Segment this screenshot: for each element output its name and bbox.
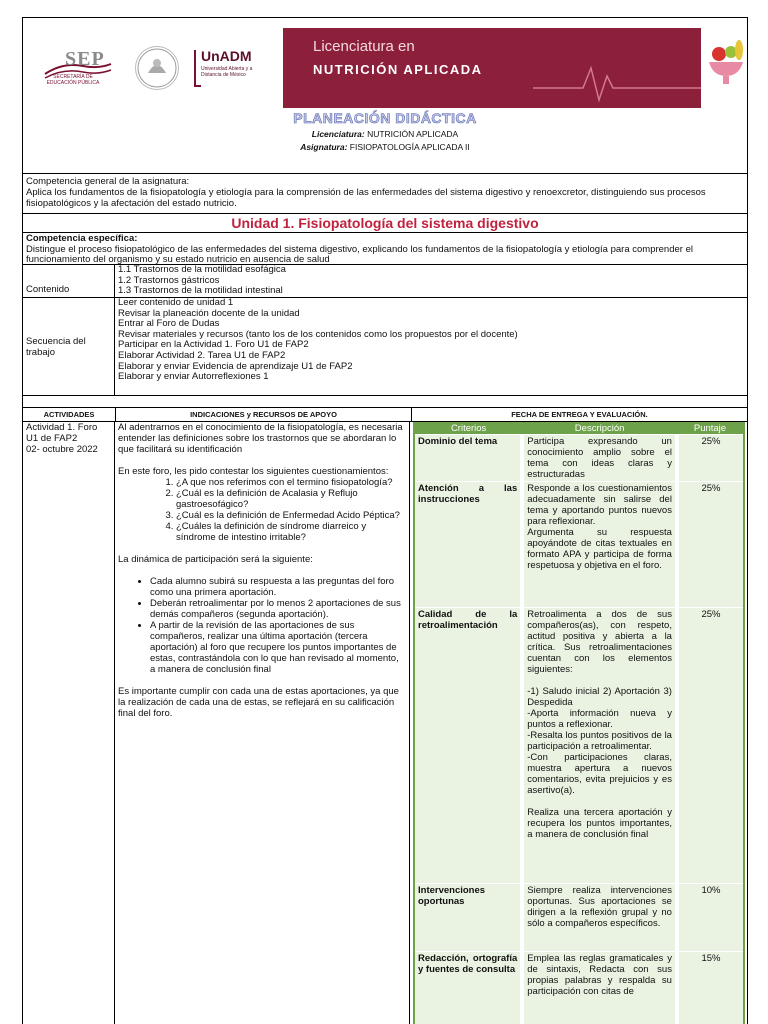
- rubric-descripcion-line: Participa expresando un conocimiento amplio sobre el tema con ideas claras y estructuradas: [527, 436, 672, 480]
- contenido-item: 1.2 Trastornos gástricos: [118, 274, 220, 286]
- rubric-descripcion-line: Siempre realiza intervenciones oportunas. Sus aportaciones se dirigen a la reflexión grupal y no sólo a compañeros específicos.: [527, 885, 672, 929]
- question-item: 3. ¿Cuál es la definición de Enfermedad Acido Péptica?: [176, 510, 406, 521]
- secuencia-item: Revisar la planeación docente de la unidad: [118, 307, 300, 319]
- rubric-row: [415, 482, 743, 608]
- indicaciones-closing: Es importante cumplir con cada una de estas aportaciones, ya que la realización de cada una de estas, se reflejará en su calificación final del foro.: [118, 686, 399, 719]
- rubric-row: [415, 884, 743, 952]
- licenciatura-value: NUTRICIÓN APLICADA: [367, 129, 459, 139]
- contenido-label: Contenido: [23, 265, 115, 297]
- rubric-row: [415, 435, 743, 482]
- secuencia-row: [23, 298, 747, 396]
- rubric-header-row: [415, 422, 743, 435]
- secuencia-item: Elaborar y enviar Evidencia de aprendizaje U1 de FAP2: [118, 360, 353, 372]
- actividad-date: 02- octubre 2022: [26, 444, 98, 455]
- activities-table-header: [23, 408, 747, 422]
- rubric-descripcion-line: -Aporta información nueva y puntos a reflexionar.: [527, 708, 672, 730]
- secuencia-item: Elaborar Actividad 2. Tarea U1 de FAP2: [118, 349, 286, 361]
- indicaciones-prompt: En este foro, les pido contestar los siguientes cuestionamientos:: [118, 466, 389, 477]
- competencia-especifica-text: Distingue el proceso fisiopatológico de las enfermedades del sistema digestivo, explicando los fundamentos de la fisiopatología y etiología para comprender el funcionamiento del organismo y su estado nutricio en ausencia de salud: [26, 243, 693, 265]
- contenido-item: 1.3 Trastornos de la motilidad intestinal: [118, 285, 283, 297]
- mexico-crest-icon: [135, 46, 179, 90]
- rubric-descripcion-line: -Con participaciones claras, muestra apertura a nuevos comentarios, evita prejuicios y es asertivo(a).: [527, 752, 672, 796]
- rubric-descripcion: [522, 608, 677, 884]
- secuencia-list: [115, 298, 747, 395]
- question-item: 1. ¿A que nos referimos con el termino fisiopatología?: [176, 477, 406, 488]
- rubric-descripcion-line: Emplea las reglas gramaticales y de sintaxis, Redacta con sus propias palabras y respalda su participación con citas de: [527, 953, 672, 997]
- rubric-table: [415, 422, 743, 1024]
- program-line-2: NUTRICIÓN APLICADA: [313, 62, 483, 77]
- rubric-puntaje: 25%: [677, 482, 743, 608]
- document-page: [22, 17, 748, 1024]
- document-title: PLANEACIÓN DIDÁCTICA: [293, 110, 477, 126]
- rubric-puntaje: 25%: [677, 435, 743, 482]
- contenido-row: [23, 265, 747, 298]
- licenciatura-label: Licenciatura:: [311, 129, 365, 139]
- secuencia-item: Entrar al Foro de Dudas: [118, 318, 220, 330]
- program-line-1: Licenciatura en: [313, 38, 415, 55]
- asignatura-value: FISIOPATOLOGÍA APLICADA II: [349, 142, 470, 152]
- competencia-especifica-label: Competencia específica:: [26, 233, 138, 244]
- rubric-descripcion-line: Argumenta su respuesta apoyándote de citas textuales en formato APA y participa de forma respetuosa y objetiva en el foro.: [527, 527, 672, 571]
- evaluation-cell: [410, 422, 747, 1024]
- unadm-subtitle: Universidad Abierta y a Distancia de México: [201, 66, 253, 78]
- header-actividades: ACTIVIDADES: [23, 408, 116, 421]
- asignatura-line: [23, 142, 747, 152]
- header-banner: [23, 18, 747, 106]
- rubric-descripcion: [522, 952, 677, 1024]
- rubric-descripcion-line: -1) Saludo inicial 2) Aportación 3) Despedida: [527, 686, 672, 708]
- dynamics-item: • Cada alumno subirá su respuesta a las preguntas del foro como una primera aportación.: [150, 576, 406, 598]
- unadm-wordmark: UnADM: [201, 48, 252, 64]
- rubric-criterio: Atención a las instrucciones: [415, 482, 522, 608]
- rubric-descripcion: [522, 884, 677, 952]
- rubric-header-puntaje: Puntaje: [677, 422, 743, 435]
- rubric-descripcion-line: Responde a los cuestionamientos adecuadamente sin salirse del tema y aportando puntos nuevos para reflexionar.: [527, 483, 672, 527]
- header-indicaciones: INDICACIONES y RECURSOS DE APOYO: [116, 408, 412, 421]
- sep-wordmark: SEP: [65, 48, 105, 70]
- rubric-descripcion-line: [527, 796, 672, 807]
- rubric-criterio: Redacción, ortografía y fuentes de consulta: [415, 952, 522, 1024]
- header-fecha: FECHA DE ENTREGA Y EVALUACIÓN.: [511, 410, 648, 419]
- licenciatura-line: [23, 129, 747, 139]
- fruit-bowl-icon: [703, 32, 747, 88]
- planeacion-header: [23, 106, 747, 174]
- activities-table-body: [23, 422, 747, 1024]
- contenido-item: 1.1 Trastornos de la motilidad esofágica: [118, 264, 286, 275]
- rubric-descripcion-line: Retroalimenta a dos de sus compañeros(as), con respeto, actitud positiva y abierta a la crítica. Sus retroalimentaciones cuentan con los elementos siguientes:: [527, 609, 672, 675]
- question-item: 4. ¿Cuáles la definición de síndrome diarreico y síndrome de intestino irritable?: [176, 521, 406, 543]
- rubric-criterio: Intervenciones oportunas: [415, 884, 522, 952]
- dynamics-item: • A partir de la revisión de las aportaciones de sus compañeros, realizar una última aportación (tercera aportación) al foro que recupere los puntos importantes de estas, contrastándola con lo que han revisado al momento, a manera de conclusión final: [150, 620, 406, 675]
- secuencia-label: Secuencia del trabajo: [23, 298, 115, 395]
- rubric-header-criterios: Criterios: [415, 422, 522, 435]
- rubric-descripcion-line: [527, 675, 672, 686]
- rubric-descripcion: [522, 482, 677, 608]
- rubric-puntaje: 15%: [677, 952, 743, 1024]
- spacer-row: [23, 396, 747, 408]
- rubric-criterio: Dominio del tema: [415, 435, 522, 482]
- secuencia-item: Leer contenido de unidad 1: [118, 297, 234, 308]
- competencia-especifica: [23, 233, 747, 265]
- unidad-title: Unidad 1. Fisiopatología del sistema digestivo: [23, 214, 747, 233]
- dynamics-item: • Deberán retroalimentar por lo menos 2 aportaciones de sus demás compañeros (segunda aportación).: [150, 598, 406, 620]
- question-item: 2. ¿Cuál es la definición de Acalasia y Reflujo gastroesofágico?: [176, 488, 406, 510]
- competencia-general: [23, 174, 747, 214]
- rubric-puntaje: 10%: [677, 884, 743, 952]
- rubric-body: [415, 435, 743, 1024]
- competencia-general-text: Aplica los fundamentos de la fisiopatología y etiología para la comprensión de las enfermedades del sistema digestivo y renoexcretor, distinguiendo sus procesos fisiopatológicos y la afectación del estado nutricio.: [26, 187, 706, 209]
- dynamics-label: La dinámica de participación será la siguiente:: [118, 554, 313, 565]
- asignatura-label: Asignatura:: [300, 142, 348, 152]
- rubric-descripcion: [522, 435, 677, 482]
- rubric-descripcion-line: Realiza una tercera aportación y recupera los puntos importantes, a manera de conclusión final: [527, 807, 672, 840]
- secuencia-item: Revisar materiales y recursos (tanto los de los contenidos como los propuestos por el docente): [118, 328, 518, 340]
- actividad-name: Actividad 1. Foro U1 de FAP2: [26, 422, 98, 444]
- rubric-row: [415, 952, 743, 1024]
- rubric-row: [415, 608, 743, 884]
- rubric-descripcion-line: -Resalta los puntos positivos de la participación a retroalimentar.: [527, 730, 672, 752]
- secuencia-item: Elaborar y enviar Autorreflexiones 1: [118, 371, 269, 383]
- secuencia-item: Participar en la Actividad 1. Foro U1 de FAP2: [118, 339, 309, 351]
- rubric-header-descripcion: Descripción: [522, 422, 677, 435]
- sep-subtitle: SECRETARÍA DE EDUCACIÓN PÚBLICA: [46, 74, 100, 86]
- rubric-puntaje: 25%: [677, 608, 743, 884]
- rubric-criterio: Calidad de la retroalimentación: [415, 608, 522, 884]
- indicaciones-cell: [115, 422, 410, 1024]
- dynamics-list: [118, 576, 406, 675]
- questions-list: [118, 477, 406, 543]
- contenido-list: [115, 265, 747, 297]
- indicaciones-intro: Al adentrarnos en el conocimiento de la fisiopatología, es necesaria entender las definiciones sobre los trastornos que se abordaran lo que facilitará su identificación: [118, 422, 403, 455]
- competencia-general-label: Competencia general de la asignatura:: [26, 176, 190, 187]
- actividad-cell: [23, 422, 115, 1024]
